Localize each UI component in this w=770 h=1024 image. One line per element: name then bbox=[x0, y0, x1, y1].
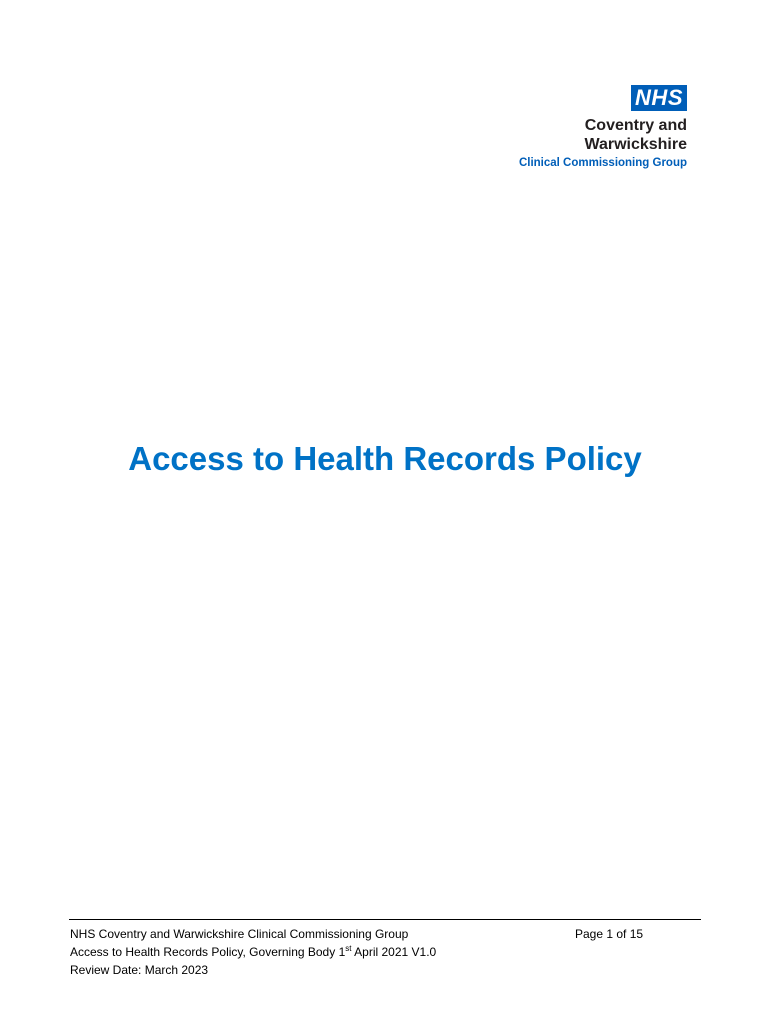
nhs-badge: NHS bbox=[631, 85, 687, 111]
footer-policy-line bbox=[70, 943, 700, 961]
org-name-line-2: Warwickshire bbox=[584, 136, 687, 153]
page-footer bbox=[70, 925, 700, 979]
footer-policy-suffix: April 2021 V1.0 bbox=[351, 945, 437, 959]
footer-review-date: Review Date: March 2023 bbox=[70, 963, 209, 977]
nhs-logo bbox=[519, 85, 687, 171]
document-title: Access to Health Records Policy bbox=[128, 440, 642, 477]
org-subtitle: Clinical Commissioning Group bbox=[518, 157, 687, 169]
footer-org: NHS Coventry and Warwickshire Clinical Commissioning Group bbox=[70, 927, 409, 941]
footer-divider bbox=[69, 919, 701, 920]
footer-policy-sup: st bbox=[345, 944, 352, 953]
org-name-line-1: Coventry and bbox=[584, 117, 687, 134]
footer-policy-prefix: Access to Health Records Policy, Governing Body 1 bbox=[70, 945, 346, 959]
footer-page-number: Page 1 of 15 bbox=[575, 927, 644, 941]
